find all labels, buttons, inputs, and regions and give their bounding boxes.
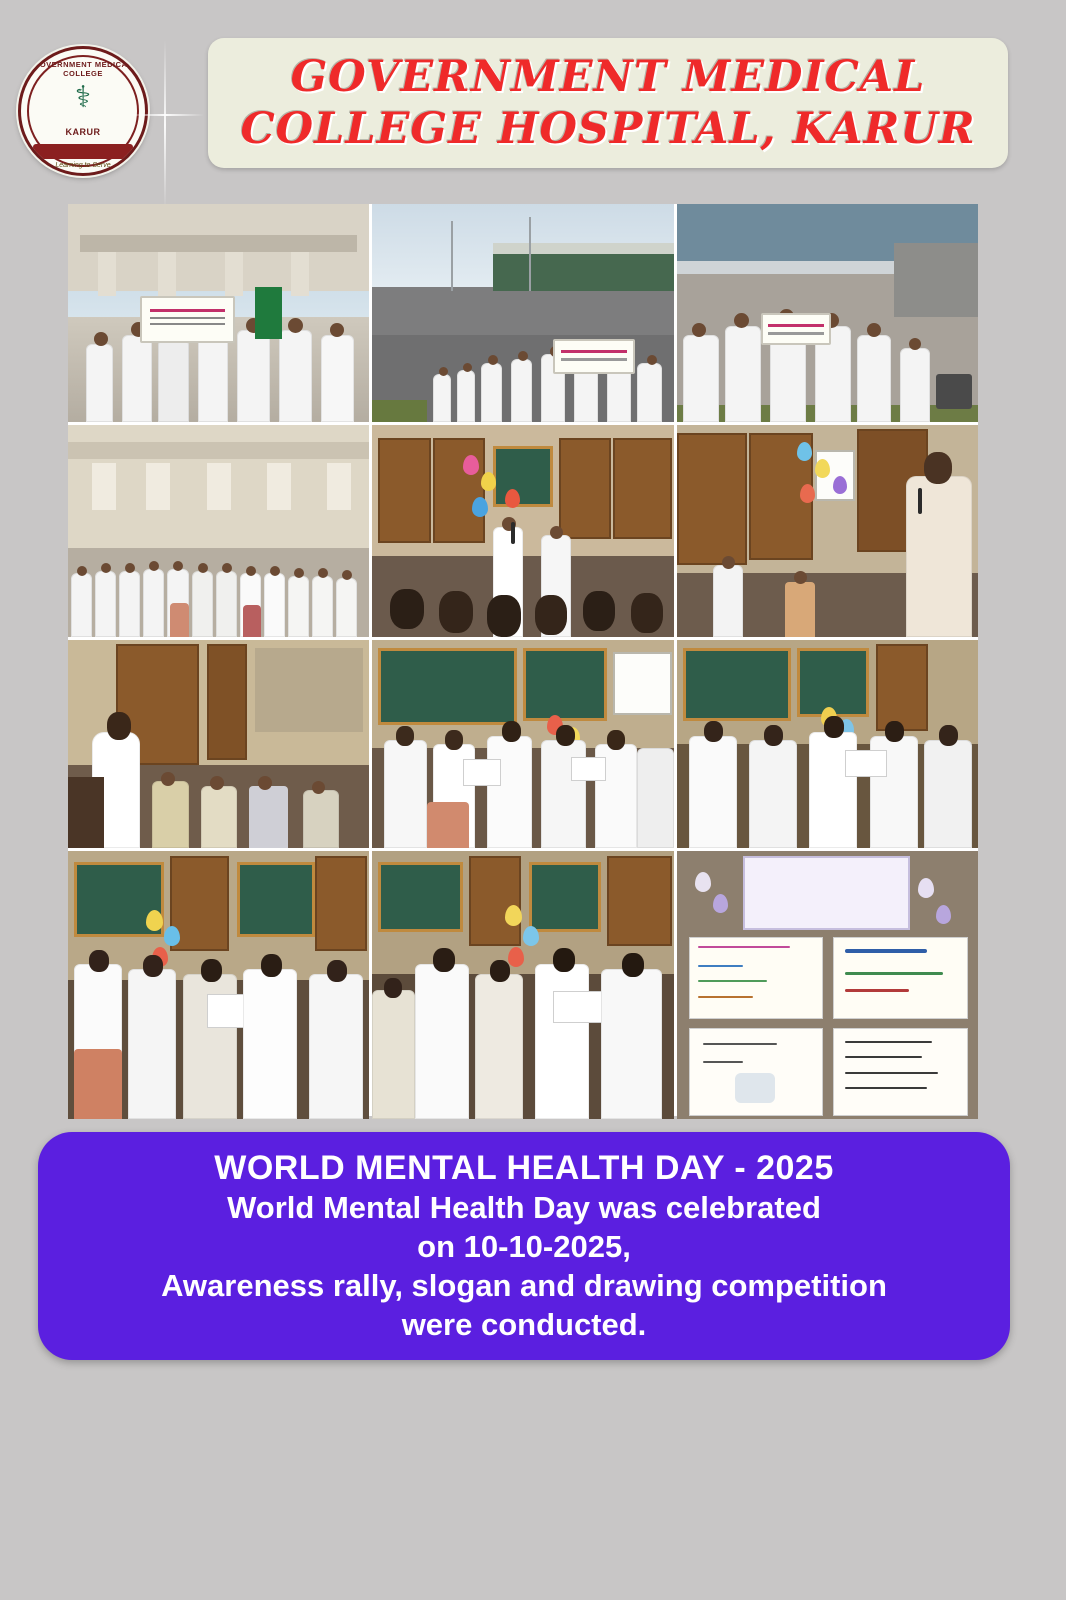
caption-heading: WORLD MENTAL HEALTH DAY - 2025 — [214, 1149, 834, 1187]
institution-logo — [18, 46, 148, 176]
event-caption-panel — [38, 1132, 1010, 1360]
title-plate — [208, 38, 1008, 168]
logo-ribbon — [33, 144, 133, 159]
caption-line-1: World Mental Health Day was celebrated — [227, 1190, 821, 1225]
caption-line-4: were conducted. — [401, 1307, 647, 1342]
photo-award-presentation-podium — [372, 851, 673, 1119]
photo-speaker-with-microphone — [677, 425, 978, 637]
page-title-line-2: COLLEGE HOSPITAL, KARUR — [240, 104, 976, 154]
page-title-line-1: GOVERNMENT MEDICAL — [290, 52, 926, 102]
photo-certificate-presentation-faculty — [68, 851, 369, 1119]
photo-rally-procession-road — [372, 204, 673, 422]
logo-arc-bottom-text: KARUR — [65, 127, 101, 137]
logo-motto-text: Learning to Serve — [55, 162, 111, 169]
logo-emblem — [21, 82, 145, 114]
photo-rally-students-street — [677, 204, 978, 422]
photo-prize-distribution-group — [372, 640, 673, 848]
logo-arc-top-text: GOVERNMENT MEDICAL COLLEGE — [33, 60, 133, 78]
photo-collage — [68, 204, 978, 1116]
photo-seated-audience-hall — [68, 640, 369, 848]
photo-students-assembly-faculty-block — [68, 425, 369, 637]
caption-line-2: on 10-10-2025, — [417, 1229, 631, 1264]
photo-drawing-competition-display-board — [677, 851, 978, 1119]
photo-rally-banner-hospital-entrance — [68, 204, 369, 422]
photo-certificate-handover — [677, 640, 978, 848]
caduceus-icon: ⚕ — [74, 81, 92, 114]
page-header — [0, 24, 1066, 169]
photo-gathering-entrance-balloons — [372, 425, 673, 637]
caption-line-3: Awareness rally, slogan and drawing competition — [161, 1268, 887, 1303]
